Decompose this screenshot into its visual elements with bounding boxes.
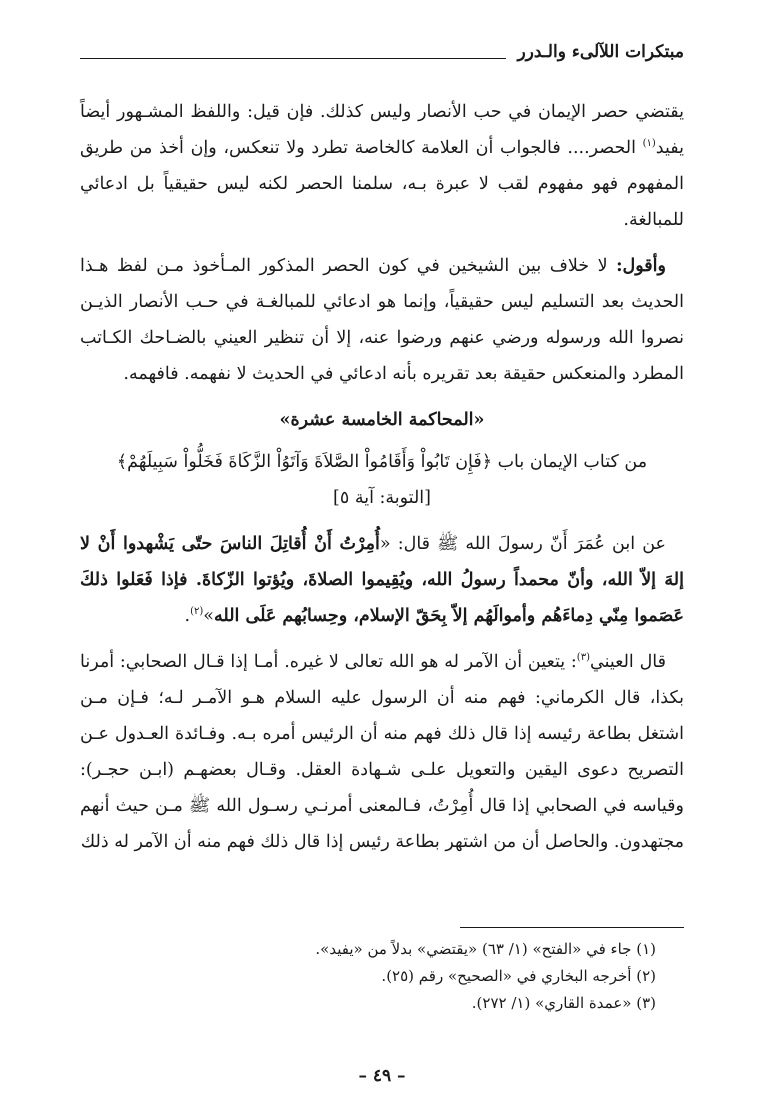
paragraph-4-text-b: : يتعين أن الآمر له هو الله تعالى لا غيره. أمـا إذا قـال الصحابي: أمرنا بكذا، قال الكرماني: فهم منه أن الرسول عليه السلام هـو الآمـر لـه؛ فـإن مـن اشتغل بطاعة رئيسه إذا قال ذلك فهم منه أن الرئيس أمره بـه. وفـائدة العـدول عـن التصريح دعوى اليقين والتعويل علـى شـهادة العقل. وقـال بعضهـم (ابـن حجـر): وقياسه في الصحابي إذا قال أُمِرْتُ، فـالمعنى أمرنـي رسـول الله ﷺ مـن حيث أنهم مجتهدون. والحاصل أن من اشتهر بطاعة رئيس إذا قال ذلك فهم منه أن الآمر له ذلك [80, 652, 684, 852]
paragraph-1-text-a: يقتضي حصر الإيمان في حب الأنصار وليس كذلك. فإن قيل: واللفظ المشـهور أيضاً يفيد [80, 102, 684, 158]
paragraph-2 [80, 248, 684, 392]
hadith-close: » [203, 606, 215, 626]
paragraph-4-text-a: قال العيني [589, 652, 666, 672]
paragraph-2-text: لا خلاف بين الشيخين في كون الحصر المذكور المـأخوذ مـن لفظ هـذا الحديث بعد التسليم ليس حقيقياً، وإنما هو ادعائي للمبالغـة في حـب الأنصار الذيـن نصروا الله ورسوله ورضي عنهم ورضوا عنه، إلا أن تنظير العيني بالضـاحك الكـاتب المطرد والمنعكس حقيقة بعد تقريره بأنه ادعائي في الحديث لا نفهمه. فافهمه. [80, 256, 684, 384]
footnotes [80, 936, 656, 1017]
footnote-2: (٢) أخرجه البخاري في «الصحيح» رقم (٢٥). [381, 967, 656, 985]
hadith-intro: عن ابن عُمَرَ أَنّ رسولَ الله ﷺ قال: « [379, 534, 666, 554]
paragraph-3 [80, 526, 684, 634]
page-number: – ٤٩ – [358, 1066, 406, 1086]
paragraph-4 [80, 644, 684, 860]
chapter-prefix: من كتاب الإيمان باب [492, 452, 648, 472]
running-header [80, 38, 684, 68]
verse-reference: [التوبة: آية ٥] [333, 488, 431, 508]
hadith-text: أُمِرْتُ أَنْ أُقاتِلَ الناسَ حتّى يَشْهدوا أَنْ لا إلهَ إلاّ الله، وأنّ محمداً رسولُ الله، ويُقِيموا الصلاةَ، ويُؤتوا الزّكاةَ. فإذا فَعَلوا ذلكَ عَصَموا مِنّي دِماءَهُم وأموالَهُم إلاّ بِحَقّ الإسلام، وحِسابُهم عَلَى الله [80, 534, 684, 626]
chapter-line [80, 444, 684, 480]
section-heading: «المحاكمة الخامسة عشرة» [279, 410, 485, 430]
book-title: مبتكرات اللآلىء والـدرر [517, 42, 684, 62]
footnote-ref-2: (٢) [190, 606, 204, 618]
main-text [80, 94, 684, 870]
paragraph-2-lead: وأقول: [616, 256, 666, 276]
header-rule [80, 58, 506, 59]
footnote-ref-1: (١) [642, 138, 656, 150]
paragraph-1 [80, 94, 684, 238]
book-page [80, 38, 684, 1100]
footnote-ref-3: (٣) [576, 652, 590, 664]
footnote-1: (١) جاء في «الفتح» (١/ ٦٣) «يقتضي» بدلاً من «يفيد». [315, 940, 656, 958]
quran-verse: ﴿فَإِن تَابُواْ وَأَقَامُواْ الصَّلاَةَ وَآتَوُاْ الزَّكَاةَ فَخَلُّواْ سَبِيلَهُمْ﴾ [116, 452, 493, 472]
footnote-rule [460, 927, 684, 928]
paragraph-1-text-b: الحصر.... فالجواب أن العلامة كالخاصة تطرد ولا تنعكس، وإن أخذ من طريق المفهوم فهو مفهوم لقب لا عبرة بـه، سلمنا الحصر لكنه ليس حقيقياً بل ادعائي للمبالغة. [80, 138, 684, 230]
footnote-3: (٣) «عمدة القاري» (١/ ٢٧٢). [471, 994, 656, 1012]
hadith-end: . [184, 606, 191, 626]
